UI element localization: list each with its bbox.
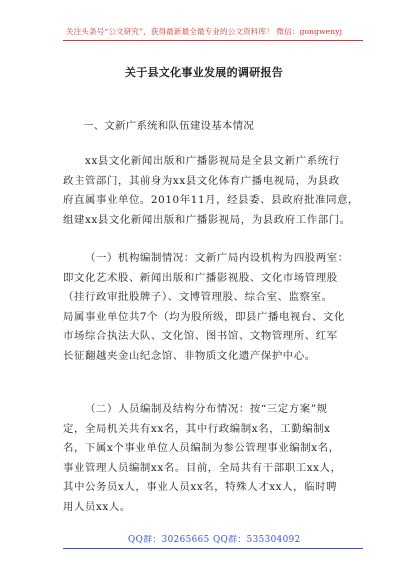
paragraph-line: 用人员xx人。 (63, 500, 131, 513)
footer-qq-group-1: QQ群：30265665 (128, 535, 210, 545)
header-divider (63, 40, 363, 41)
paragraph-line: 市场综合执法大队、文化馆、图书馆、文物管理所、红军 (63, 330, 338, 342)
section-heading-1: 一、文新广系统和队伍建设基本情况 (83, 120, 255, 132)
paragraph-line: （挂行政审批股牌子）、文博管理股、综合室、监察室。 (63, 291, 333, 303)
paragraph-line: 其中公务员x人，事业人员xx名，特殊人才xx人，临时聘 (63, 481, 338, 493)
paragraph-line: （二）人员编制及结构分布情况：按“三定方案”规 (85, 403, 328, 415)
paragraph-line: 定，全局机关共有xx名，其中行政编制x名，工勤编制x (63, 422, 331, 435)
paragraph-line: 名，下属x个事业单位人员编制为参公管理事业编制x名， (63, 442, 340, 454)
paragraph-overview (63, 152, 363, 230)
paragraph-line: （一）机构编制情况：文新广局内设机构为四股两室： (85, 252, 349, 264)
header-promo-text: 关注头条号“公文研究”，获得最新最全最专业的公文资料库！ 微信：gongwenyj (65, 27, 343, 36)
paragraph-line: 组建xx县文化新闻出版和广播影视局，为县政府工作部门。 (63, 213, 351, 226)
document-title: 关于县文化事业发展的调研报告 (124, 66, 284, 79)
paragraph-line: 即文化艺术股、新闻出版和广播影视股、文化市场管理股 (63, 271, 338, 284)
paragraph-staffing (63, 400, 363, 517)
paragraph-organization (63, 249, 363, 366)
paragraph-line: 政主管部门，其前身为xx县文化体育广播电视局，为县政 (63, 174, 340, 187)
paragraph-line: 长征翻越夹金山纪念馆、非物质文化遗产保护中心。 (63, 349, 316, 362)
paragraph-line: 局属事业单位共7个（均为股所级，即县广播电视台、文化 (63, 310, 345, 323)
footer-divider (63, 548, 363, 549)
paragraph-line: xx县文化新闻出版和广播影视局是全县文新广系统行 (85, 155, 340, 167)
page-footer (0, 532, 408, 552)
footer-qq-group-2: QQ群：535304092 (213, 535, 301, 545)
paragraph-line: 府直属事业单位。2010年11月，经县委、县政府批准同意， (63, 194, 360, 206)
paragraph-line: 事业管理人员编制xx名。目前，全局共有干部职工xx人， (63, 461, 342, 474)
